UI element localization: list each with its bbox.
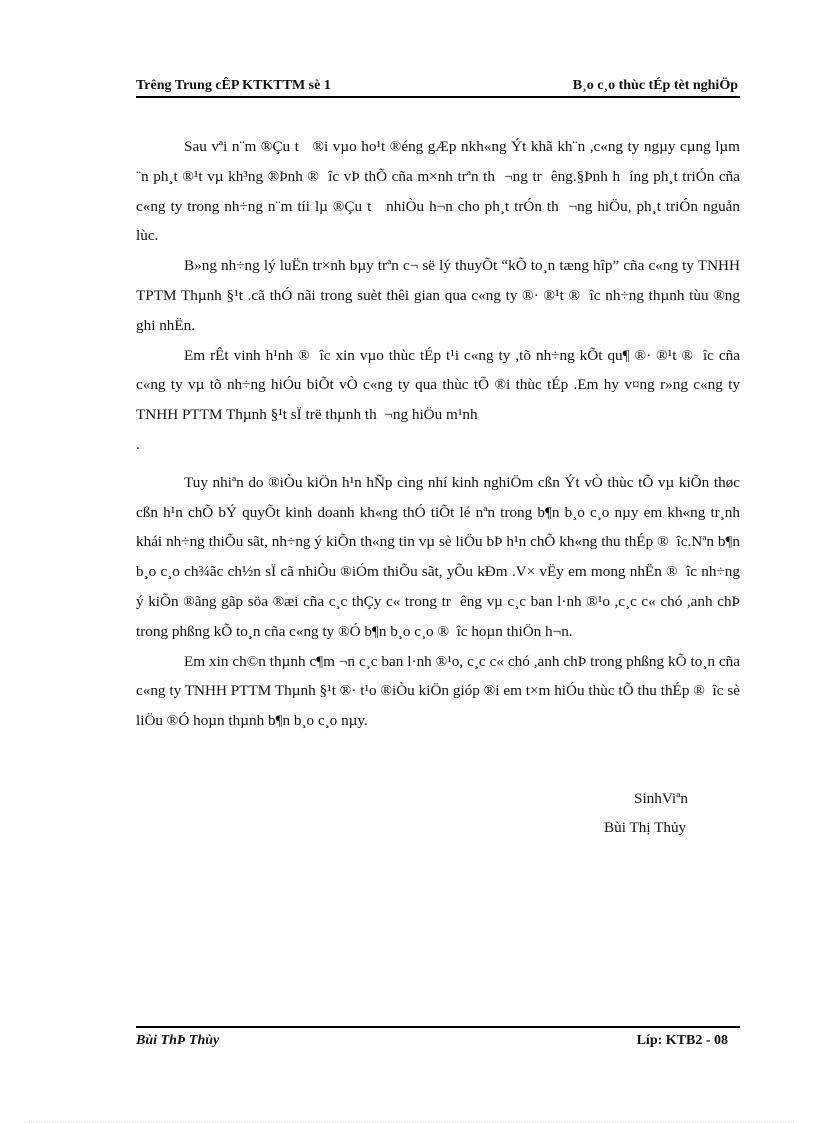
footer-class: Líp: KTB2 - 08 <box>636 1033 728 1048</box>
footer-author: Bùi ThÞ Thùy <box>136 1033 220 1048</box>
page-header <box>136 76 740 98</box>
paragraph-3: Em rÊt vinh h¹nh ® îc xin vµo thùc tÉp t¹i c«ng ty ,tõ nh÷ng kÕt qu¶ ®· ®¹t ® îc cña c«ng ty vµ tõ nh÷ng hiÓu biÕt vÒ c«ng ty qua thùc tÕ ®i thùc tÉp .Em hy v¤ng r»ng c«ng ty TNHH PTTM Thµnh §¹t sÏ trë thµnh th ¬ng hiÖu m¹nh <box>136 346 740 424</box>
header-school-name: Trêng Trung cÊP KTKTTM sè 1 <box>136 78 331 93</box>
paragraph-5: Em xin ch©n thµnh c¶m ¬n c¸c ban l·nh ®¹o, c¸c c« chó ,anh chÞ trong phßng kÕ to¸n cña c«ng ty TNHH PTTM Thµnh §¹t ®· t¹o ®iÒu kiÖn gióp ®i em t×m hiÓu thùc tÕ thu thÉp ® îc sè liÖu ®Ó hoµn thµnh b¶n b¸o c¸o nµy. <box>136 652 740 730</box>
paragraph-3-end: . <box>136 435 140 453</box>
signature-name: Bùi Thị Thủy <box>604 819 687 836</box>
paragraph-1: Sau vªi n¨m ®Çu t ®i vµo ho¹t ®éng gÆp nkh«ng Ýt khã kh¨n ,c«ng ty ngµy cµng lµm ¨n ph¸t ®¹t vµ kh³ng ®Þnh ® îc vÞ thÕ cña m×nh trªn th ¬ng tr êng.§Þnh h íng ph¸t triÓn cña c«ng ty trong nh÷ng n¨m tíi lµ ®Çu t nhiÒu h¬n cho ph¸t trÓn th ¬ng hiÖu, ph¸t triÓn nguån lùc. <box>136 138 740 245</box>
paragraph-2: B»ng nh÷ng lý luËn tr×nh bµy trªn c¬ së lý thuyÕt “kÕ to¸n tæng hîp” cña c«ng ty TNHH TPTM Thµnh §¹t .cã thÓ nãi trong suèt thêi gian qua c«ng ty ®· ®¹t ® îc nh÷ng thµnh tùu ®ng ghi nhËn. <box>136 257 740 334</box>
signature-role: SinhViªn <box>634 790 688 807</box>
header-report-title: B¸o c¸o thùc tÉp tèt nghiÖp <box>572 78 738 93</box>
paragraph-4: Tuy nhiªn do ®iÒu kiÖn h¹n hÑp cìng nhí kinh nghiÖm cßn Ýt vÒ thùc tÕ vµ kiÕn thøc cßn h¹n chÕ bÝ quyÕt kinh doanh kh«ng thÓ tiÕt lé nªn trong b¶n b¸o c¸o nµy em kh«ng tr¸nh khái nh÷ng thiÕu sãt, nh÷ng ý kiÕn th«ng tin vµ sè liÖu bÞ h¹n chÕ kh«ng thu thÉp ® îc.Nªn b¶n b¸o c¸o ch¾ãc ch½n sÏ cã nhiÒu ®iÓm thiÕu sãt, yÕu kÐm .V× vËy em mong nhËn ® îc nh÷ng ý kiÕn ®ãng gãp söa ®æi cña c¸c thÇy c« trong tr êng vµ c¸c ban l·nh ®¹o ,c¸c c« chó ,anh chÞ trong phßng kÕ to¸n cña c«ng ty ®Ó b¶n b¸o c¸o ® îc hoµn thiÖn h¬n. <box>136 473 740 640</box>
page-footer <box>136 1026 740 1048</box>
report-body <box>136 132 740 736</box>
